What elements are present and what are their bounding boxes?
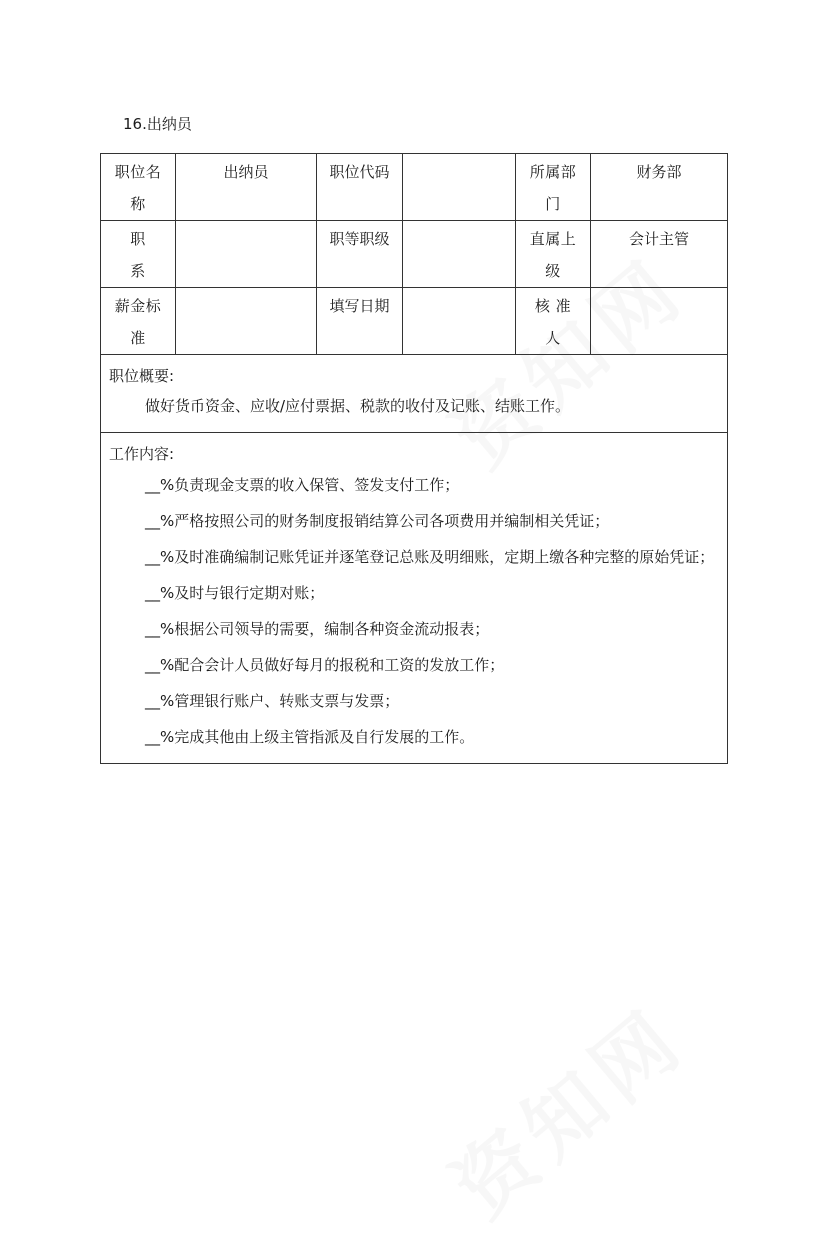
list-item: __%完成其他由上级主管指派及自行发展的工作。: [145, 728, 475, 746]
list-item: __%管理银行账户、转账支票与发票；: [145, 692, 400, 710]
value-supervisor: 会计主管: [591, 221, 728, 288]
value-salary: [176, 288, 317, 355]
value-approver: [591, 288, 728, 355]
label-department: 所属部 门: [516, 154, 591, 221]
label-position-code: 职位代码: [317, 154, 403, 221]
label-approver: 核 准 人: [516, 288, 591, 355]
label-grade: 职等职级: [317, 221, 403, 288]
list-item: __%根据公司领导的需要，编制各种资金流动报表；: [145, 620, 490, 638]
table-row: [101, 288, 728, 355]
table-row: [101, 154, 728, 221]
list-item: __%及时准确编制记账凭证并逐笔登记总账及明细账，定期上缴各种完整的原始凭证；: [145, 548, 715, 566]
watermark-lower: [425, 977, 706, 1238]
table-row: [101, 355, 728, 433]
label-position-name: 职位名 称: [101, 154, 176, 221]
summary-text: 做好货币资金、应收/应付票据、税款的收付及记账、结账工作。: [145, 397, 571, 415]
label-fill-date: 填写日期: [317, 288, 403, 355]
section-title: 16.出纳员: [123, 115, 192, 133]
list-item: __%严格按照公司的财务制度报销结算公司各项费用并编制相关凭证；: [145, 512, 610, 530]
value-position-name: 出纳员: [176, 154, 317, 221]
table-row: [101, 433, 728, 764]
value-grade: [403, 221, 516, 288]
label-salary: 薪金标 准: [101, 288, 176, 355]
work-content-cell: [101, 433, 728, 764]
job-description-table: [100, 153, 728, 764]
value-fill-date: [403, 288, 516, 355]
value-position-code: [403, 154, 516, 221]
summary-cell: [101, 355, 728, 433]
value-department: 财务部: [591, 154, 728, 221]
table-row: [101, 221, 728, 288]
summary-heading: 职位概要:: [109, 367, 175, 385]
list-item: __%及时与银行定期对账；: [145, 584, 325, 602]
list-item: __%负责现金支票的收入保管、签发支付工作；: [145, 476, 460, 494]
label-supervisor: 直属上 级: [516, 221, 591, 288]
list-item: __%配合会计人员做好每月的报税和工资的发放工作；: [145, 656, 505, 674]
value-job-family: [176, 221, 317, 288]
label-job-family: 职 系: [101, 221, 176, 288]
work-heading: 工作内容:: [109, 445, 175, 463]
